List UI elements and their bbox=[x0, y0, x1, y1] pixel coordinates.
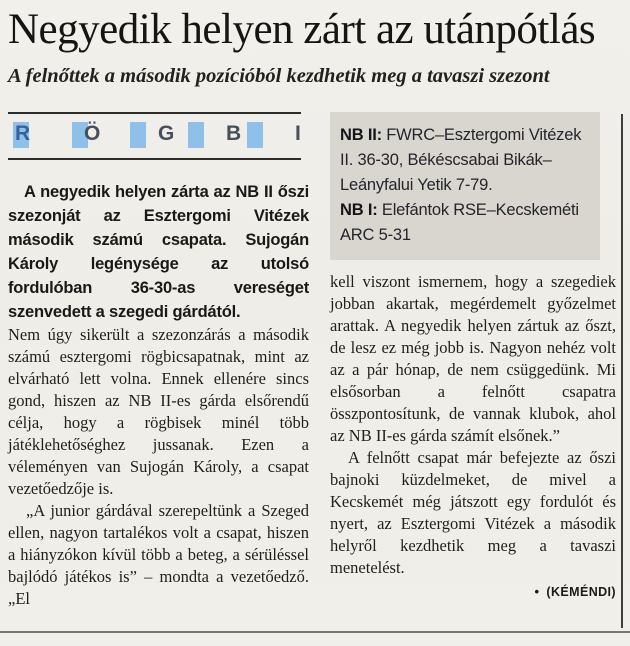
section-accent-square bbox=[247, 122, 263, 148]
body-paragraph: „A junior gárdával szerepeltünk a Szeged ellen, nagyon tartalékos volt a csapat, hiszen a hiányzókon kívül több a beteg, a sérüléssel bajlódó játékos is” – mondta a vezetőedző. „El bbox=[8, 501, 309, 608]
result-league-label: NB I: bbox=[340, 201, 378, 219]
left-column bbox=[8, 108, 309, 610]
section-rule-top bbox=[8, 112, 301, 114]
result-league-label: NB II: bbox=[340, 126, 382, 144]
result-text: FWRC–Esztergomi Vitézek II. 36-30, Békéscsabai Bikák–Leányfalui Yetik 7-79. bbox=[340, 126, 582, 194]
byline-text: (KÉMÉNDI) bbox=[546, 585, 616, 599]
body-paragraph: kell viszont ismernem, hogy a szegediek jobban akartak, megérdemelt győzelmet arattak. A negyedik helyen zártuk az őszt, de lesz ez még jobb is. Nagyon nehéz volt az a pár hónap, de nem csüggedünk. Mi elsősorban a felnőtt csapatra összpontosítunk, de vannak klubok, ahol az NB II-es gárda számít elsőnek.” bbox=[330, 272, 616, 445]
headline: Negyedik helyen zárt az utánpótlás bbox=[8, 6, 596, 53]
results-box bbox=[330, 112, 600, 260]
right-column bbox=[330, 108, 616, 600]
byline bbox=[330, 584, 616, 600]
byline-bullet-icon: • bbox=[534, 584, 540, 599]
section-letter: B bbox=[226, 122, 242, 145]
column-divider bbox=[621, 114, 623, 628]
result-line bbox=[340, 198, 590, 248]
result-text: Elefántok RSE–Kecskeméti ARC 5-31 bbox=[340, 201, 579, 244]
section-rule-bottom bbox=[8, 158, 301, 160]
section-accent-square bbox=[188, 122, 204, 148]
result-line bbox=[340, 123, 590, 198]
section-letter-strip bbox=[8, 116, 301, 156]
section-accent-square bbox=[130, 122, 146, 148]
body-paragraph: Nem úgy sikerült a szezonzárás a második számú esztergomi rögbicsapatnak, mint az elvárható lett volna. Ennek ellenére sincs gond, hiszen az NB II-es gárda elsőrendű célja, hogy a rögbisek minél több játéklehetőséghez jussanak. Ezen a véleményen van Sujogán Károly, a csapat vezetőedzője is. bbox=[8, 325, 309, 498]
section-letter: R bbox=[15, 122, 31, 145]
bottom-rule bbox=[0, 631, 630, 633]
section-letter: I bbox=[295, 122, 301, 145]
lead-paragraph: A negyedik helyen zárta az NB II őszi szezonját az Esztergomi Vitézek második számú csapata. Sujogán Károly legénysége az utolsó fordulóban 36-30-as vereséget szenvedett a szegedi gárdától. bbox=[8, 183, 309, 321]
subheadline: A felnőttek a második pozícióból kezdhetik meg a tavaszi szezont bbox=[8, 65, 550, 87]
body-paragraph: A felnőtt csapat már befejezte az őszi bajnoki küzdelmeket, de mivel a Kecskemét még játszott egy fordulót és nyert, az Esztergomi Vitézek a második helyről kezdhetik meg a tavaszi menetelést. bbox=[330, 448, 616, 577]
section-letter: Ö bbox=[84, 122, 101, 145]
section-letter: G bbox=[158, 122, 175, 145]
section-header-rogbi bbox=[8, 108, 309, 160]
